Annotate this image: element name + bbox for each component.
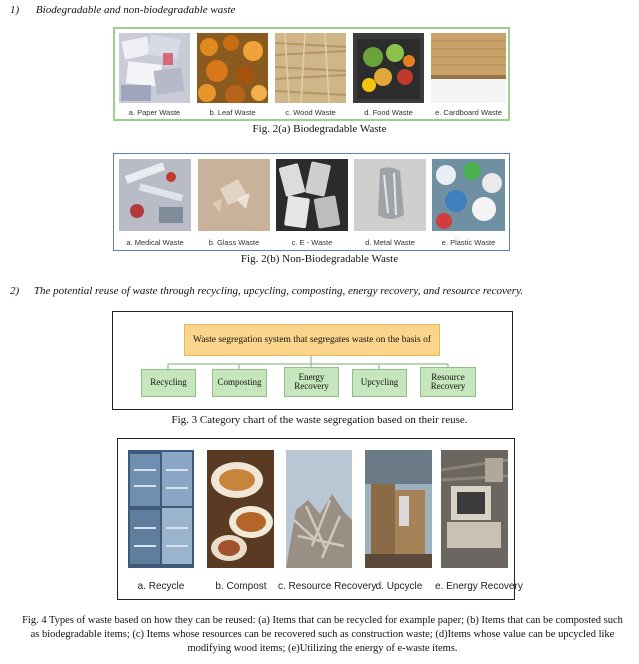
section-number: 1) <box>10 4 20 16</box>
medical-waste-photo <box>119 159 191 231</box>
figure-2a-caption: Fig. 2(a) Biodegradable Waste <box>252 123 387 135</box>
root-category-box: Waste segregation system that segregates waste on the basis of <box>184 324 440 356</box>
section-1-heading <box>10 4 235 16</box>
paper-waste-photo <box>119 33 190 103</box>
section-number: 2) <box>10 285 20 297</box>
section-2-heading <box>10 285 523 297</box>
recycle-photo <box>128 450 194 568</box>
figure-4-label: e. Energy Recovery <box>435 581 523 592</box>
e-waste-photo <box>276 159 348 231</box>
category-resource-recovery: Resource Recovery <box>420 367 476 397</box>
section-title: The potential reuse of waste through recycling, upcycling, composting, energy recovery, and resource recovery. <box>33 285 524 297</box>
figure-4-panel <box>117 438 523 600</box>
leaf-waste-photo <box>197 33 268 103</box>
figure-4-label: a. Recycle <box>137 581 185 592</box>
glass-waste-photo <box>198 159 270 231</box>
figure-2a-label: d. Food Waste <box>364 108 413 117</box>
resource-recovery-photo <box>286 450 352 568</box>
figure-2b-label: c. E - Waste <box>291 238 333 247</box>
figure-2a-label: b. Leaf Waste <box>209 108 256 117</box>
figure-3-caption: Fig. 3 Category chart of the waste segregation based on their reuse. <box>171 414 468 426</box>
figure-2b-label: d. Metal Waste <box>365 238 415 247</box>
category-energy-recovery: Energy Recovery <box>284 367 339 397</box>
figure-2b-label: b. Glass Waste <box>208 238 260 247</box>
energy-recovery-photo <box>441 450 508 568</box>
wood-waste-photo <box>275 33 346 103</box>
category-composting: Composting <box>212 369 267 397</box>
metal-waste-photo <box>354 159 426 231</box>
cardboard-waste-photo <box>431 33 506 103</box>
figure-2b-label: a. Medical Waste <box>126 238 184 247</box>
category-recycling: Recycling <box>141 369 196 397</box>
figure-4-label: c. Resource Recovery <box>278 581 377 592</box>
figure-4-label: d. Upcycle <box>375 581 423 592</box>
food-waste-photo <box>353 33 424 103</box>
upcycle-photo <box>365 450 432 568</box>
figure-2a-label: c. Wood Waste <box>285 108 336 117</box>
plastic-waste-photo <box>432 159 505 231</box>
figure-3-panel <box>112 311 513 410</box>
category-upcycling: Upcycling <box>352 369 407 397</box>
figure-2a-label: a. Paper Waste <box>128 108 181 117</box>
figure-2b-panel <box>113 153 510 251</box>
compost-photo <box>207 450 274 568</box>
section-title: Biodegradable and non-biodegradable waste <box>35 4 236 16</box>
figure-2b-caption: Fig. 2(b) Non-Biodegradable Waste <box>240 253 399 265</box>
figure-2a-label: e. Cardboard Waste <box>435 108 502 117</box>
figure-2b-label: e. Plastic Waste <box>441 238 496 247</box>
figure-2a-panel <box>113 27 510 121</box>
figure-4-label: b. Compost <box>215 581 267 592</box>
figure-4-caption: Fig. 4 Types of waste based on how they can be reused: (a) Items that can be recycled for example paper; (b) Items that can be composted such as biodegradable items; (c) Items whose resources can be recovered such as construction waste; (d)Items whose value can be upcycled like modifying wood items; (e)Utilizing the energy of e-waste items. <box>22 615 623 654</box>
